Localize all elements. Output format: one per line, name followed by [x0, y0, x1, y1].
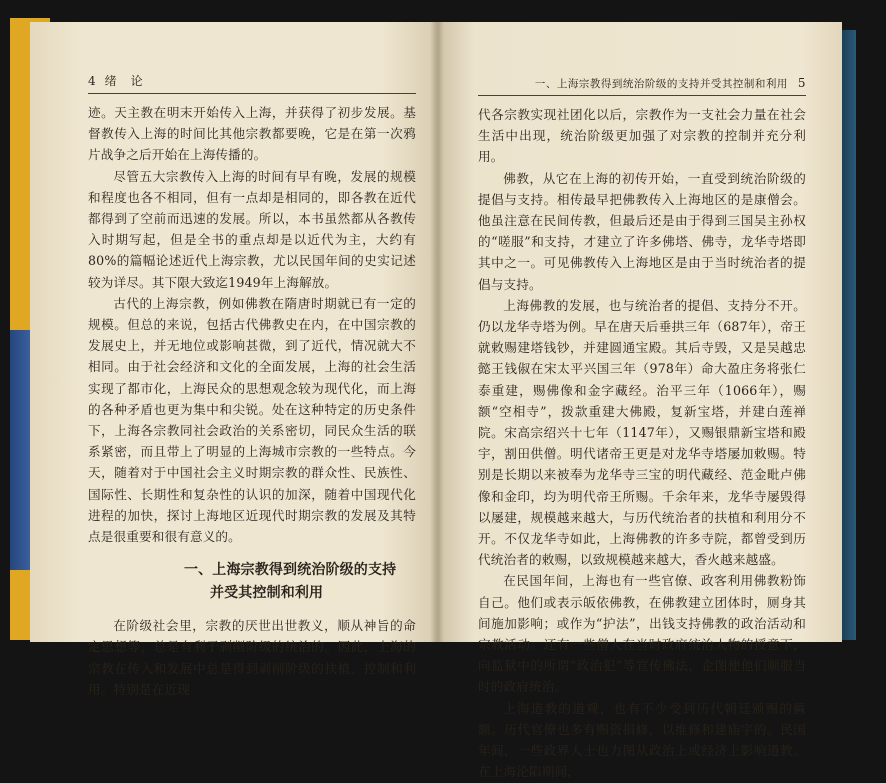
- book-edge: [842, 30, 856, 640]
- paragraph: 尽管五大宗教传入上海的时间有早有晚，发展的规模和程度也各不相同，但有一点却是相同的，即各教在近代都得到了空前而迅速的发展。所以，本书虽然都从各教传入时期写起，但是全书的重点却是以近代为主，大约有80%的篇幅论述近代上海宗教，尤以民国年间的史实记述较为详尽。其下限大致迄1949年上海解放。: [88, 168, 416, 290]
- right-running-head: [478, 76, 806, 96]
- book-gutter: [430, 22, 444, 642]
- paragraph: 迹。天主教在明末开始传入上海，并获得了初步发展。基督教传入上海的时间比其他宗教都要晚，它是在第一次鸦片战争之后开始在上海传播的。: [88, 105, 416, 163]
- left-page: [30, 22, 438, 697]
- right-page: [438, 22, 842, 780]
- left-body-text: [88, 102, 416, 700]
- right-body-text: [478, 104, 806, 783]
- section-heading-line-1: 一、上海宗教得到统治阶级的支持: [184, 562, 397, 579]
- paragraph: 在民国年间，上海也有一些官僚、政客利用佛教粉饰自己。他们或表示皈依佛教，在佛教建立团体时，厕身其间施加影响；或作为“护法”，出钱支持佛教的政治活动和宗教活动。还有一些僧人在当时政府统治人物的授意下，向监狱中的所谓“政治犯”等宣传佛法，企图使他们顺服当时的政府统治。: [478, 573, 806, 695]
- section-heading-line-2: 并受其控制和利用: [210, 585, 324, 602]
- right-running-head-title: 一、上海宗教得到统治阶级的支持并受其控制和利用: [534, 78, 788, 90]
- left-page-number: 4: [88, 74, 97, 88]
- paragraph: 代各宗教实现社团化以后，宗教作为一支社会力量在社会生活中出现，统治阶级更加强了对宗教的控制并充分利用。: [478, 107, 806, 165]
- binder-cover-blue: [10, 330, 32, 570]
- paragraph: 在阶级社会里，宗教的厌世出世教义，顺从神旨的命定思想等，总是有利于剥削阶级的统治的。因此，上海的宗教在传入和发展中总是得到剥削阶级的扶植、控制和利用。特别是在近现: [88, 618, 416, 697]
- section-heading: [88, 559, 416, 605]
- paragraph: 佛教，从它在上海的初传开始，一直受到统治阶级的提倡与支持。相传最早把佛教传入上海地区的是康僧会。他虽注意在民间传教，但最后还是由于得到三国吴主孙权的“嗟服”和支持，才建立了许多佛塔、佛寺，龙华寺塔即其中之一。可见佛教传入上海地区是由于当时统治者的提倡与支持。: [478, 170, 806, 292]
- paragraph: 上海佛教的发展，也与统治者的提倡、支持分不开。仍以龙华寺塔为例。早在唐天后垂拱三年（687年），帝王就敕赐建塔钱钞，并建圆通宝殿。其后寺毁，又是吴越忠懿王钱俶在宋太平兴国三年（978年）命大盈庄务将张仁泰重建，赐佛像和金字藏经。治平三年（1066年），赐额“空相寺”，拨款重建大佛殿，复新宝塔，并建白莲禅院。宋高宗绍兴十七年（1147年），又赐银鼎新宝塔和殿宇，割田供僧。明代诸帝王更是对龙华寺塔屡加敕赐。特别是长期以来被奉为龙华寺三宝的明代藏经、范金毗卢佛像和金印，均为明代帝王所赐。千余年来，龙华寺屡毁得以屡建，规模越来越大，与历代统治者的扶植和利用分不开。不仅龙华寺如此，上海佛教的许多寺院，都曾受到历代统治者的敕赐，以致规模越来越大，香火越来越盛。: [478, 297, 806, 568]
- right-page-number: 5: [797, 76, 806, 90]
- left-running-head: [88, 72, 416, 94]
- paragraph: 古代的上海宗教，例如佛教在隋唐时期就已有一定的规模。但总的来说，包括古代佛教史在内，在中国宗教的发展史上，并无地位或影响甚微，到了近代，情况就大不相同。由于社会经济和文化的全面发展，上海的社会生活实现了都市化，上海民众的思想观念较为现代化，而上海的各种矛盾也更为集中和尖锐。处在这种特定的历史条件下，上海各宗教同社会政治的关系密切，同民众生活的联系紧密，而且带上了明显的上海城市宗教的一些特点。今天，随着对于中国社会主义时期宗教的群众性、民族性、国际性、长期性和复杂性的认识的加深，随着中国现代化进程的加快，探讨上海地区近现代时期宗教的发展及其特点是很重要和很有意义的。: [88, 295, 416, 545]
- left-running-head-title: 绪 论: [104, 74, 144, 88]
- paragraph: 上海道教的道观，也有不少受到历代朝廷颁赐的匾额。历代官僚也多有赐资捐修，以维修和建庙宇的。民国年间，一些政界人士也力图从政治上或经济上影响道教。在上海沦陷期间，: [478, 700, 806, 780]
